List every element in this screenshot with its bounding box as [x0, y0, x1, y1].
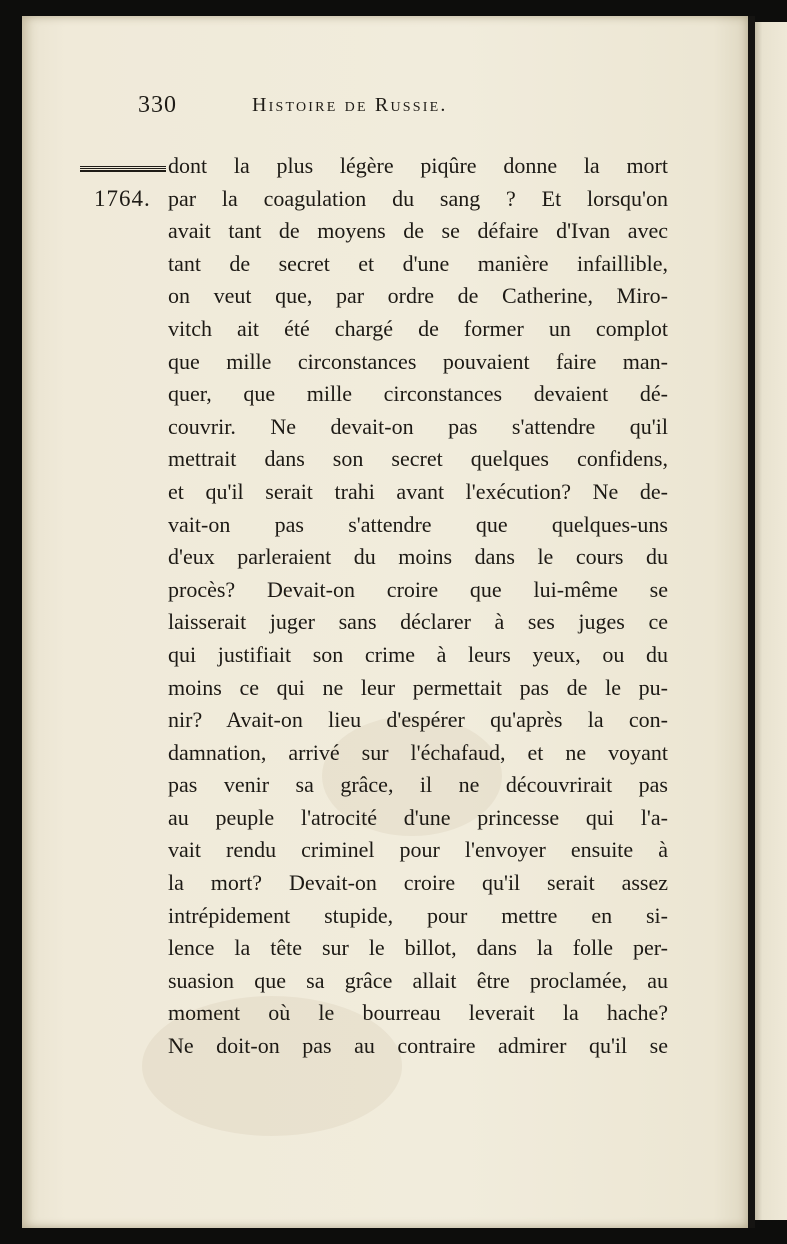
text-line: intrépidement stupide, pour mettre en si-: [168, 902, 668, 928]
text-line: que mille circonstances pouvaient faire man-: [168, 348, 668, 374]
text-line: suasion que sa grâce allait être proclamée, au: [168, 967, 668, 993]
page-gutter: [748, 16, 755, 1228]
page-number: 330: [138, 92, 177, 118]
text-line: par la coagulation du sang ? Et lorsqu'on: [168, 185, 668, 211]
text-line: dont la plus légère piqûre donne la mort: [168, 153, 668, 178]
text-line: vait rendu criminel pour l'envoyer ensuite à: [168, 837, 668, 863]
text-line: couvrir. Ne devait-on pas s'attendre qu'il: [168, 413, 668, 439]
text-line: quer, que mille circonstances devaient dé-: [168, 381, 668, 407]
next-page-edge: [754, 22, 787, 1220]
text-line: moins ce qui ne leur permettait pas de le pu-: [168, 674, 668, 700]
text-line: la mort? Devait-on croire qu'il serait assez: [168, 870, 668, 896]
text-line: qui justifiait son crime à leurs yeux, ou du: [168, 641, 668, 667]
text-line: lence la tête sur le billot, dans la folle per-: [168, 935, 668, 961]
text-line: d'eux parleraient du moins dans le cours du: [168, 544, 668, 570]
body-text: [168, 150, 668, 1063]
text-line: damnation, arrivé sur l'échafaud, et ne voyant: [168, 739, 668, 765]
text-line: laisserait juger sans déclarer à ses juges ce: [168, 609, 668, 635]
running-title: Histoire de Russie.: [252, 94, 448, 116]
text-line: vitch ait été chargé de former un complot: [168, 315, 668, 341]
text-line: nir? Avait-on lieu d'espérer qu'après la con-: [168, 707, 668, 733]
text-line: moment où le bourreau leverait la hache?: [168, 1000, 668, 1026]
margin-rule: [80, 166, 166, 172]
text-line: pas venir sa grâce, il ne découvrirait pas: [168, 772, 668, 798]
text-line: procès? Devait-on croire que lui-même se: [168, 576, 668, 602]
running-head: [138, 92, 558, 122]
text-line: vait-on pas s'attendre que quelques-uns: [168, 511, 668, 537]
text-line: au peuple l'atrocité d'une princesse qui l'a-: [168, 804, 668, 830]
text-line: mettrait dans son secret quelques confidens,: [168, 446, 668, 472]
text-line: tant de secret et d'une manière infaillible,: [168, 250, 668, 276]
text-line: avait tant de moyens de se défaire d'Ivan avec: [168, 218, 668, 244]
text-line: Ne doit-on pas au contraire admirer qu'il se: [168, 1033, 668, 1059]
text-line: on veut que, par ordre de Catherine, Miro-: [168, 283, 668, 309]
margin-year: 1764.: [94, 186, 151, 211]
text-line: et qu'il serait trahi avant l'exécution? Ne de-: [168, 478, 668, 504]
